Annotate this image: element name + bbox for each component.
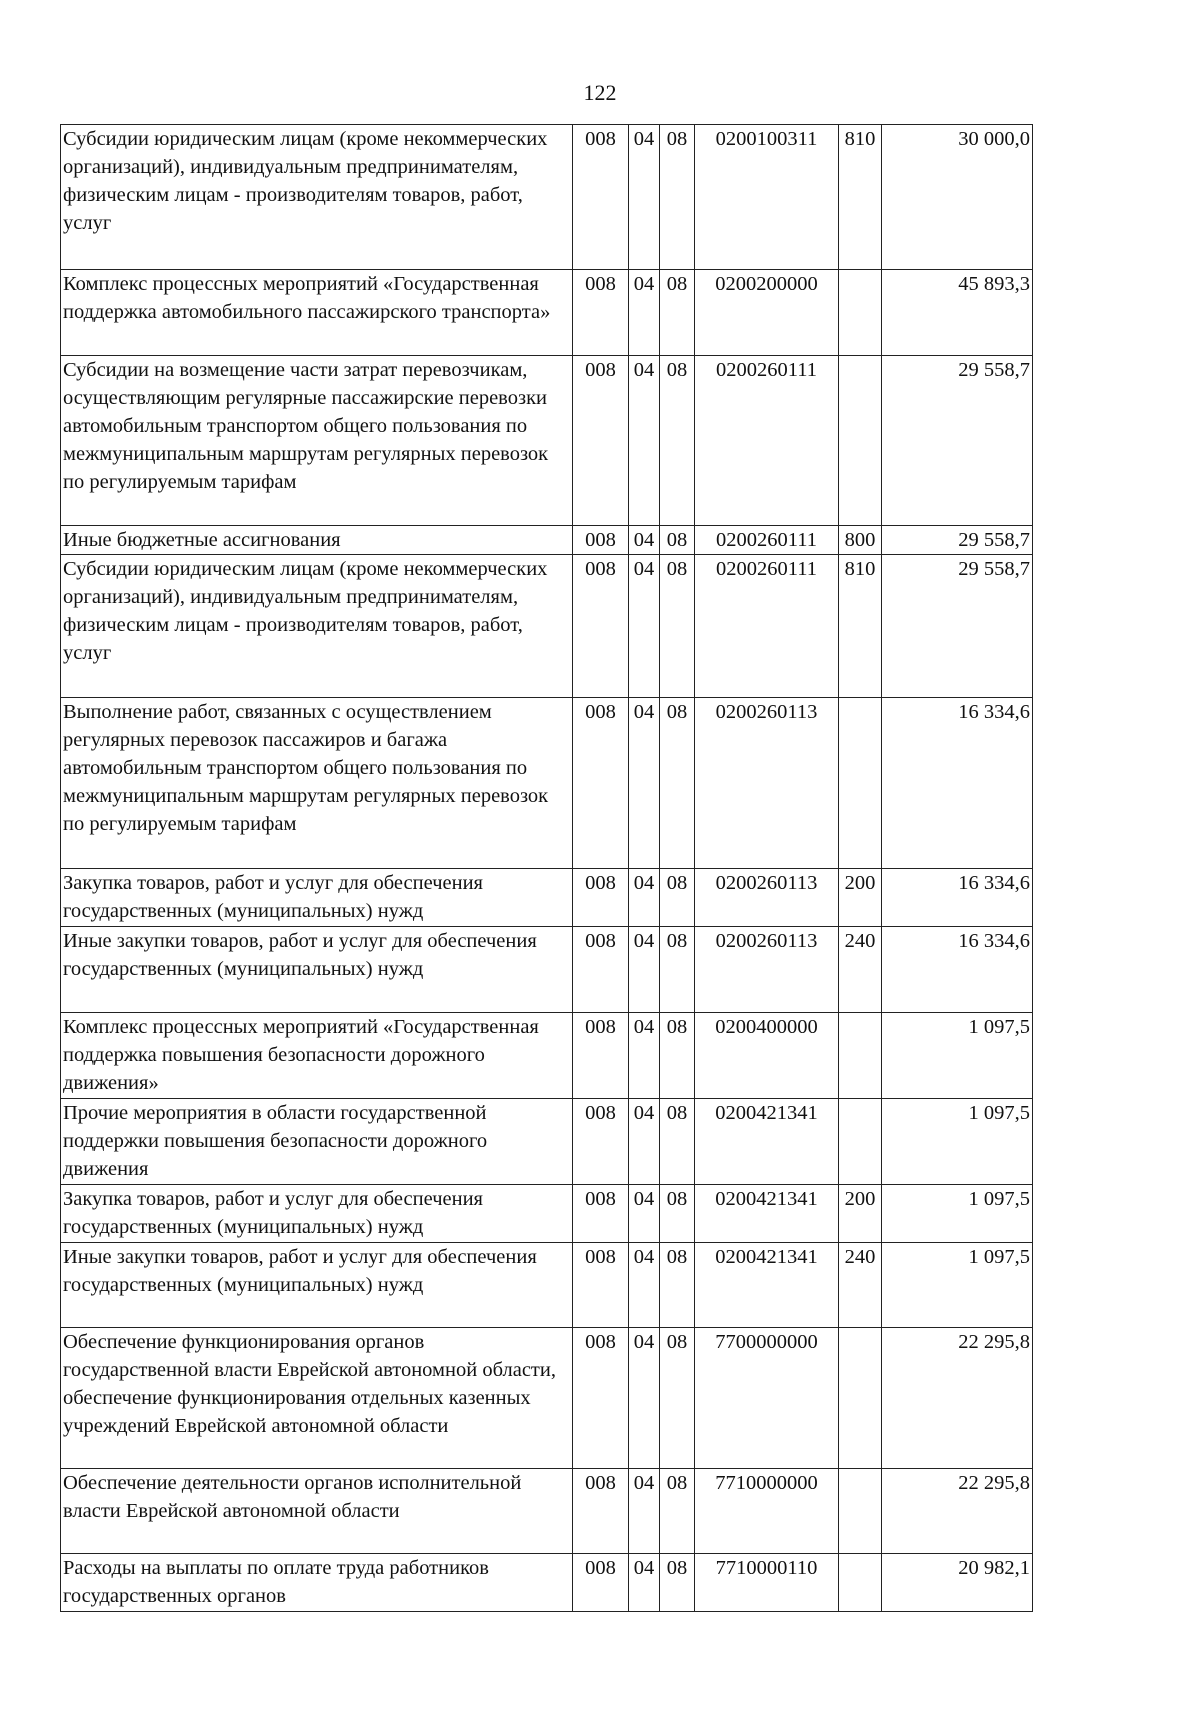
target-article-code: 0200100311 <box>695 125 839 270</box>
grbs-code: 008 <box>573 555 629 698</box>
target-article-code: 0200260113 <box>695 698 839 869</box>
subsection-code: 08 <box>660 1013 695 1099</box>
section-code: 04 <box>629 125 660 270</box>
table-row <box>61 1099 1033 1185</box>
table-row <box>61 555 1033 698</box>
subsection-code: 08 <box>660 869 695 927</box>
section-code: 04 <box>629 1013 660 1099</box>
grbs-code: 008 <box>573 1099 629 1185</box>
table-row <box>61 270 1033 356</box>
expense-name: Закупка товаров, работ и услуг для обеспечения государственных (муниципальных) нужд <box>61 1185 573 1243</box>
amount: 16 334,6 <box>882 869 1033 927</box>
section-code: 04 <box>629 1185 660 1243</box>
table-row <box>61 1185 1033 1243</box>
target-article-code: 0200260111 <box>695 555 839 698</box>
table-row <box>61 1554 1033 1612</box>
section-code: 04 <box>629 1099 660 1185</box>
grbs-code: 008 <box>573 1013 629 1099</box>
amount: 16 334,6 <box>882 927 1033 1013</box>
amount: 29 558,7 <box>882 356 1033 526</box>
table-row <box>61 356 1033 526</box>
subsection-code: 08 <box>660 1554 695 1612</box>
grbs-code: 008 <box>573 1554 629 1612</box>
amount: 1 097,5 <box>882 1185 1033 1243</box>
amount: 22 295,8 <box>882 1328 1033 1469</box>
expense-name: Обеспечение функционирования органов государственной власти Еврейской автономной области, обеспечение функционирования отдельных казенных учреждений Еврейской автономной области <box>61 1328 573 1469</box>
section-code: 04 <box>629 927 660 1013</box>
section-code: 04 <box>629 869 660 927</box>
section-code: 04 <box>629 555 660 698</box>
target-article-code: 7710000000 <box>695 1469 839 1554</box>
amount: 1 097,5 <box>882 1013 1033 1099</box>
expense-name: Субсидии на возмещение части затрат перевозчикам, осуществляющим регулярные пассажирские перевозки автомобильным транспортом общего пользования по межмуниципальным маршрутам регулярных перевозок по регулируемым тарифам <box>61 356 573 526</box>
expense-name: Расходы на выплаты по оплате труда работников государственных органов <box>61 1554 573 1612</box>
expense-name: Субсидии юридическим лицам (кроме некоммерческих организаций), индивидуальным предпринимателям, физическим лицам - производителям товаров, работ, услуг <box>61 555 573 698</box>
subsection-code: 08 <box>660 356 695 526</box>
expense-type-code <box>839 1328 882 1469</box>
page-number: 122 <box>583 80 617 105</box>
target-article-code: 0200260111 <box>695 526 839 555</box>
expense-name: Иные закупки товаров, работ и услуг для обеспечения государственных (муниципальных) нужд <box>61 1243 573 1328</box>
section-code: 04 <box>629 1328 660 1469</box>
amount: 29 558,7 <box>882 526 1033 555</box>
budget-table-body <box>61 125 1033 1612</box>
subsection-code: 08 <box>660 1185 695 1243</box>
target-article-code: 0200421341 <box>695 1099 839 1185</box>
expense-name: Обеспечение деятельности органов исполнительной власти Еврейской автономной области <box>61 1469 573 1554</box>
amount: 1 097,5 <box>882 1243 1033 1328</box>
section-code: 04 <box>629 698 660 869</box>
table-row <box>61 927 1033 1013</box>
grbs-code: 008 <box>573 356 629 526</box>
expense-type-code <box>839 1013 882 1099</box>
amount: 29 558,7 <box>882 555 1033 698</box>
subsection-code: 08 <box>660 270 695 356</box>
expense-name: Субсидии юридическим лицам (кроме некоммерческих организаций), индивидуальным предпринимателям, физическим лицам - производителям товаров, работ, услуг <box>61 125 573 270</box>
table-row <box>61 1013 1033 1099</box>
amount: 45 893,3 <box>882 270 1033 356</box>
target-article-code: 0200260113 <box>695 869 839 927</box>
expense-type-code <box>839 1099 882 1185</box>
subsection-code: 08 <box>660 1099 695 1185</box>
target-article-code: 0200421341 <box>695 1185 839 1243</box>
subsection-code: 08 <box>660 125 695 270</box>
expense-name: Комплекс процессных мероприятий «Государственная поддержка повышения безопасности дорожного движения» <box>61 1013 573 1099</box>
expense-name: Закупка товаров, работ и услуг для обеспечения государственных (муниципальных) нужд <box>61 869 573 927</box>
expense-type-code: 240 <box>839 1243 882 1328</box>
subsection-code: 08 <box>660 1328 695 1469</box>
subsection-code: 08 <box>660 555 695 698</box>
expense-type-code: 810 <box>839 555 882 698</box>
target-article-code: 0200260111 <box>695 356 839 526</box>
subsection-code: 08 <box>660 1469 695 1554</box>
section-code: 04 <box>629 1243 660 1328</box>
target-article-code: 0200260113 <box>695 927 839 1013</box>
grbs-code: 008 <box>573 526 629 555</box>
grbs-code: 008 <box>573 927 629 1013</box>
expense-name: Выполнение работ, связанных с осуществлением регулярных перевозок пассажиров и багажа автомобильным транспортом общего пользования по межмуниципальным маршрутам регулярных перевозок по регулируемым тарифам <box>61 698 573 869</box>
expense-type-code: 200 <box>839 1185 882 1243</box>
target-article-code: 7700000000 <box>695 1328 839 1469</box>
grbs-code: 008 <box>573 1243 629 1328</box>
expense-type-code <box>839 356 882 526</box>
expense-type-code: 200 <box>839 869 882 927</box>
expense-type-code <box>839 698 882 869</box>
grbs-code: 008 <box>573 698 629 869</box>
table-row <box>61 869 1033 927</box>
expense-type-code <box>839 1554 882 1612</box>
amount: 20 982,1 <box>882 1554 1033 1612</box>
expense-type-code: 240 <box>839 927 882 1013</box>
section-code: 04 <box>629 356 660 526</box>
grbs-code: 008 <box>573 869 629 927</box>
expense-type-code <box>839 1469 882 1554</box>
amount: 1 097,5 <box>882 1099 1033 1185</box>
expense-name: Иные бюджетные ассигнования <box>61 526 573 555</box>
section-code: 04 <box>629 1554 660 1612</box>
target-article-code: 7710000110 <box>695 1554 839 1612</box>
amount: 16 334,6 <box>882 698 1033 869</box>
table-row <box>61 526 1033 555</box>
grbs-code: 008 <box>573 1328 629 1469</box>
expense-name: Иные закупки товаров, работ и услуг для обеспечения государственных (муниципальных) нужд <box>61 927 573 1013</box>
subsection-code: 08 <box>660 1243 695 1328</box>
grbs-code: 008 <box>573 125 629 270</box>
subsection-code: 08 <box>660 927 695 1013</box>
budget-table <box>60 124 1033 1612</box>
subsection-code: 08 <box>660 526 695 555</box>
target-article-code: 0200421341 <box>695 1243 839 1328</box>
grbs-code: 008 <box>573 1469 629 1554</box>
target-article-code: 0200400000 <box>695 1013 839 1099</box>
table-row <box>61 1243 1033 1328</box>
expense-name: Комплекс процессных мероприятий «Государственная поддержка автомобильного пассажирского транспорта» <box>61 270 573 356</box>
section-code: 04 <box>629 1469 660 1554</box>
table-row <box>61 1469 1033 1554</box>
grbs-code: 008 <box>573 270 629 356</box>
table-row <box>61 125 1033 270</box>
expense-name: Прочие мероприятия в области государственной поддержки повышения безопасности дорожного движения <box>61 1099 573 1185</box>
expense-type-code: 810 <box>839 125 882 270</box>
table-row <box>61 1328 1033 1469</box>
section-code: 04 <box>629 526 660 555</box>
expense-type-code: 800 <box>839 526 882 555</box>
subsection-code: 08 <box>660 698 695 869</box>
target-article-code: 0200200000 <box>695 270 839 356</box>
amount: 30 000,0 <box>882 125 1033 270</box>
section-code: 04 <box>629 270 660 356</box>
amount: 22 295,8 <box>882 1469 1033 1554</box>
expense-type-code <box>839 270 882 356</box>
table-row <box>61 698 1033 869</box>
grbs-code: 008 <box>573 1185 629 1243</box>
